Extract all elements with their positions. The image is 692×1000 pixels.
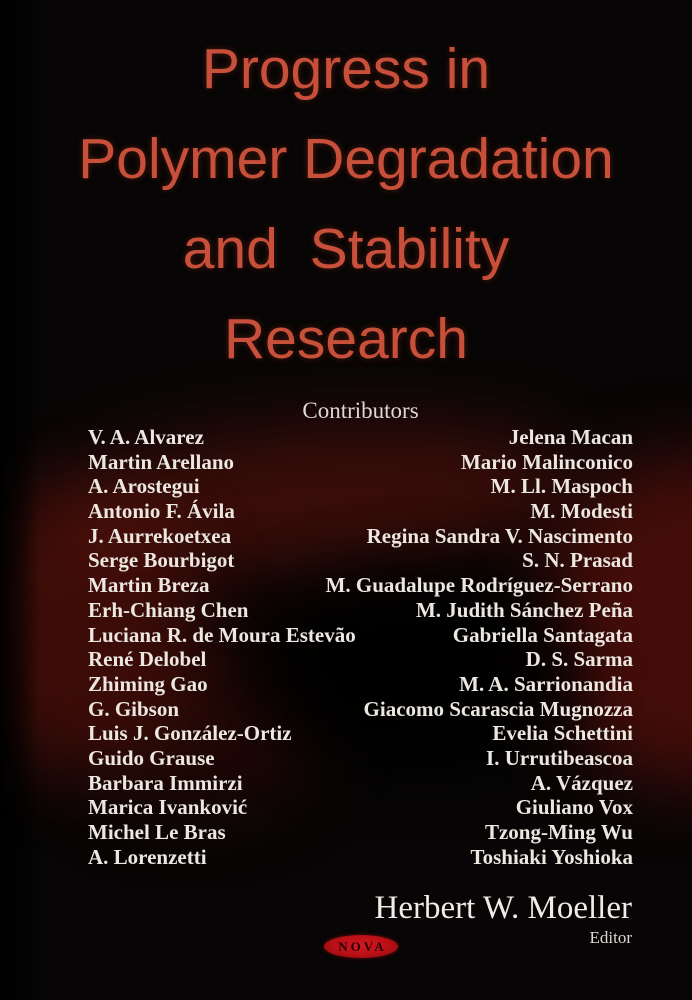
contributor-row (88, 425, 633, 450)
contributor-name: Zhiming Gao (88, 671, 208, 696)
contributor-name: Barbara Immirzi (88, 770, 243, 795)
nova-publisher-logo (324, 935, 398, 958)
contributor-row (88, 499, 633, 524)
contributor-row (88, 548, 633, 573)
contributor-row (88, 598, 633, 623)
contributors-list (88, 425, 633, 869)
contributor-name: A. Arostegui (88, 474, 200, 499)
contributor-name: Erh-Chiang Chen (88, 597, 249, 622)
contributor-name: Martin Breza (88, 573, 210, 598)
contributor-row (88, 450, 633, 475)
contributor-name: J. Aurrekoetxea (88, 523, 232, 548)
contributor-name: Marica Ivanković (88, 795, 248, 820)
contributor-name: Toshiaki Yoshioka (470, 844, 633, 869)
contributor-name: M. Modesti (530, 499, 633, 524)
contributor-name: Guido Grause (88, 745, 215, 770)
contributor-row (88, 524, 633, 549)
contributor-name: G. Gibson (88, 696, 180, 721)
contributor-row (88, 820, 633, 845)
contributor-name: M. Judith Sánchez Peña (415, 597, 633, 622)
contributor-row (88, 771, 633, 796)
contributor-name: Luis J. González-Ortiz (88, 721, 292, 746)
contributor-name: A. Vázquez (530, 770, 633, 795)
contributor-row (88, 746, 633, 771)
contributor-row (88, 697, 633, 722)
contributor-name: Giuliano Vox (515, 795, 633, 820)
contributor-name: A. Lorenzetti (88, 844, 207, 869)
nova-logo-text: NOVA (338, 938, 387, 954)
contributor-name: Mario Malinconico (460, 449, 633, 474)
contributor-row (88, 474, 633, 499)
contributor-name: Serge Bourbigot (88, 548, 235, 573)
contributor-name: M. Guadalupe Rodríguez-Serrano (325, 573, 633, 598)
contributor-name: V. A. Alvarez (88, 425, 204, 449)
title-line-3: and Stability (182, 217, 510, 281)
title-line-4: Research (224, 307, 468, 371)
contributor-name: Antonio F. Ávila (88, 499, 235, 524)
title-line-1: Progress in (201, 37, 491, 101)
spine-shadow (0, 0, 40, 1000)
contributor-name: Luciana R. de Moura Estevão (88, 622, 356, 647)
contributor-row (88, 573, 633, 598)
contributor-row (88, 647, 633, 672)
contributor-row (88, 795, 633, 820)
contributor-row (88, 721, 633, 746)
contributor-name: I. Urrutibeascoa (486, 745, 633, 770)
contributor-name: Regina Sandra V. Nascimento (366, 523, 633, 548)
contributor-name: D. S. Sarma (525, 647, 633, 672)
contributor-row (88, 672, 633, 697)
contributor-name: Gabriella Santagata (452, 622, 633, 647)
book-title (0, 24, 692, 384)
contributor-name: Evelia Schettini (492, 721, 633, 746)
contributor-name: Tzong-Ming Wu (484, 820, 633, 844)
contributor-row (88, 845, 633, 870)
editor-role: Editor (589, 928, 632, 947)
contributor-name: M. A. Sarrionandia (459, 671, 633, 696)
contributor-row (88, 623, 633, 648)
contributor-name: Martin Arellano (88, 449, 235, 474)
contributor-name: S. N. Prasad (522, 548, 633, 573)
editor-name: Herbert W. Moeller (374, 890, 632, 926)
contributor-name: Jelena Macan (508, 425, 633, 449)
contributor-name: Giacomo Scarascia Mugnozza (363, 696, 633, 721)
contributor-name: René Delobel (88, 647, 207, 672)
contributors-heading: Contributors (302, 398, 419, 423)
title-line-2: Polymer Degradation (78, 127, 614, 191)
contributor-name: M. Ll. Maspoch (490, 474, 633, 499)
contributor-name: Michel Le Bras (88, 820, 226, 844)
